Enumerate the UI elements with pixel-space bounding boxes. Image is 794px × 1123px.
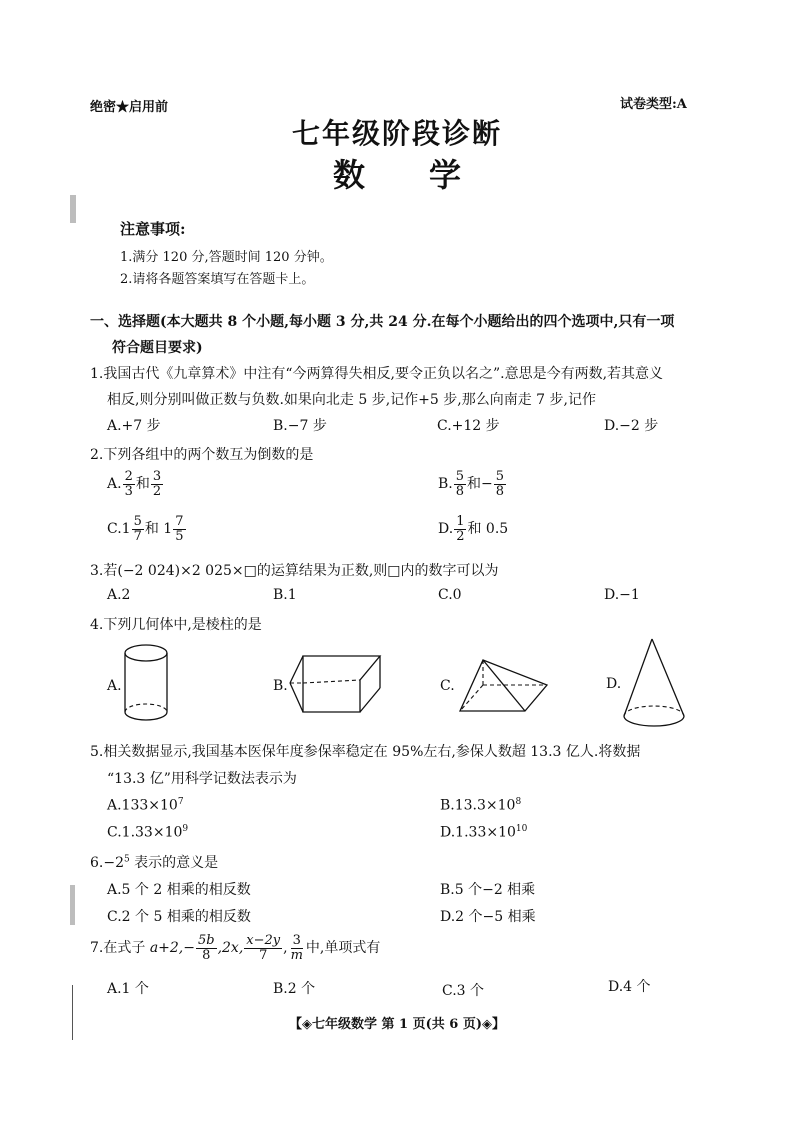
q7-option-d[interactable]: D.4 个 [608,979,651,995]
subject-char-2: 学 [429,156,462,194]
q1-option-d[interactable]: D.−2 步 [604,418,659,434]
q2-stem: 2.下列各组中的两个数互为倒数的是 [90,447,314,463]
q3-stem: 3.若(−2 024)×2 025×□的运算结果为正数,则□内的数字可以为 [90,563,499,579]
fraction: $\frac{1}{2}$ [456,514,465,544]
cylinder-icon[interactable] [120,640,172,728]
q5-option-a[interactable]: $A.133\times 10^7$ [107,797,184,814]
fraction: $\frac{x-2y}{7}$ [246,933,281,963]
q7-option-b[interactable]: B.2 个 [273,981,316,997]
note-item: 1.满分 120 分,答题时间 120 分钟。 [120,250,333,265]
q7-stem: 7.在式子 a+2,− $\frac{5b}{8}$ ,2x, $\frac{x-2y}{7}$ , $\frac{3}{m}$ 中,单项式有 [90,933,381,963]
paper-type-label: 试卷类型:A [620,97,687,112]
q7-option-a[interactable]: A.1 个 [107,981,149,997]
subject-title [0,150,794,196]
q7-option-c[interactable]: C.3 个 [442,983,485,999]
q5-option-b[interactable]: $B.13.3\times 10^8$ [440,797,522,814]
q3-option-c[interactable]: C.0 [438,587,462,603]
subject-char-1: 数 [332,156,365,194]
q1-stem-cont: 相反,则分别叫做正数与负数.如果向北走 5 步,记作+5 步,那么向南走 7 步,记作 [107,392,596,408]
q6-option-a[interactable]: A.5 个 2 相乘的相反数 [107,882,251,898]
page-footer: 【◈七年级数学 第 1 页(共 6 页)◈】 [288,1017,506,1032]
q2-option-d[interactable]: D. $\frac{1}{2}$ 和 0.5 [438,514,509,544]
note-item: 2.请将各题答案填写在答题卡上。 [120,272,315,287]
q1-option-c[interactable]: C.+12 步 [437,418,500,434]
fraction: $\frac{5b}{8}$ [197,933,215,963]
q4-option-a-label[interactable]: A. [107,678,122,694]
cone-icon[interactable] [620,636,692,732]
q2-option-c[interactable]: C.1 $\frac{5}{7}$ 和 1 $\frac{7}{5}$ [107,514,184,544]
q6-option-c[interactable]: C.2 个 5 相乘的相反数 [107,909,251,925]
fraction: $\frac{5}{7}$ [133,514,142,544]
scan-edge-mark [70,195,76,223]
notes-heading: 注意事项: [120,220,186,238]
fraction: $\frac{5}{8}$ [495,469,505,499]
q1-option-b[interactable]: B.−7 步 [273,418,327,434]
q4-stem: 4.下列几何体中,是棱柱的是 [90,617,262,633]
q6-stem: $6.-2^5$ 表示的意义是 [90,854,219,871]
q6-option-b[interactable]: B.5 个−2 相乘 [440,882,536,898]
q4-option-c-label[interactable]: C. [440,678,455,694]
q1-option-a[interactable]: A.+7 步 [107,418,161,434]
fraction: $\frac{3}{m}$ [290,933,303,963]
q5-option-d[interactable]: $D.1.33\times 10^{10}$ [440,824,528,841]
fraction: $\frac{2}{3}$ [124,469,133,499]
section-heading: 一、选择题(本大题共 8 个小题,每小题 3 分,共 24 分.在每个小题给出的四个选项中,只有一项 [90,314,675,330]
triangular-prism-icon[interactable] [455,655,555,715]
exam-title: 七年级阶段诊断 [291,117,502,150]
q3-option-a[interactable]: A.2 [107,587,131,603]
confidential-label: 绝密★启用前 [90,100,169,115]
q3-option-d[interactable]: D.−1 [604,587,640,603]
q1-stem: 1.我国古代《九章算术》中注有“今两算得失相反,要令正负以名之”.意思是今有两数,若其意义 [90,366,664,382]
q5-stem-cont: “13.3 亿”用科学记数法表示为 [107,771,297,787]
prism-icon[interactable] [285,650,385,718]
q6-option-d[interactable]: D.2 个−5 相乘 [440,909,536,925]
fraction: $\frac{5}{8}$ [455,469,465,499]
q5-option-c[interactable]: $C.1.33\times 10^9$ [107,824,189,841]
scan-edge-mark [70,885,75,925]
q4-option-b-label[interactable]: B. [273,678,288,694]
q3-option-b[interactable]: B.1 [273,587,297,603]
fraction: $\frac{7}{5}$ [175,514,184,544]
q5-stem: 5.相关数据显示,我国基本医保年度参保率稳定在 95%左右,参保人数超 13.3 亿人.将数据 [90,744,641,760]
fraction: $\frac{3}{2}$ [152,469,162,499]
q2-option-b[interactable]: B. $\frac{5}{8}$ 和− $\frac{5}{8}$ [438,469,505,499]
q2-option-a[interactable]: A. $\frac{2}{3}$ 和 $\frac{3}{2}$ [107,469,162,499]
q4-option-d-label[interactable]: D. [606,676,622,692]
section-heading-cont: 符合题目要求) [112,340,203,356]
